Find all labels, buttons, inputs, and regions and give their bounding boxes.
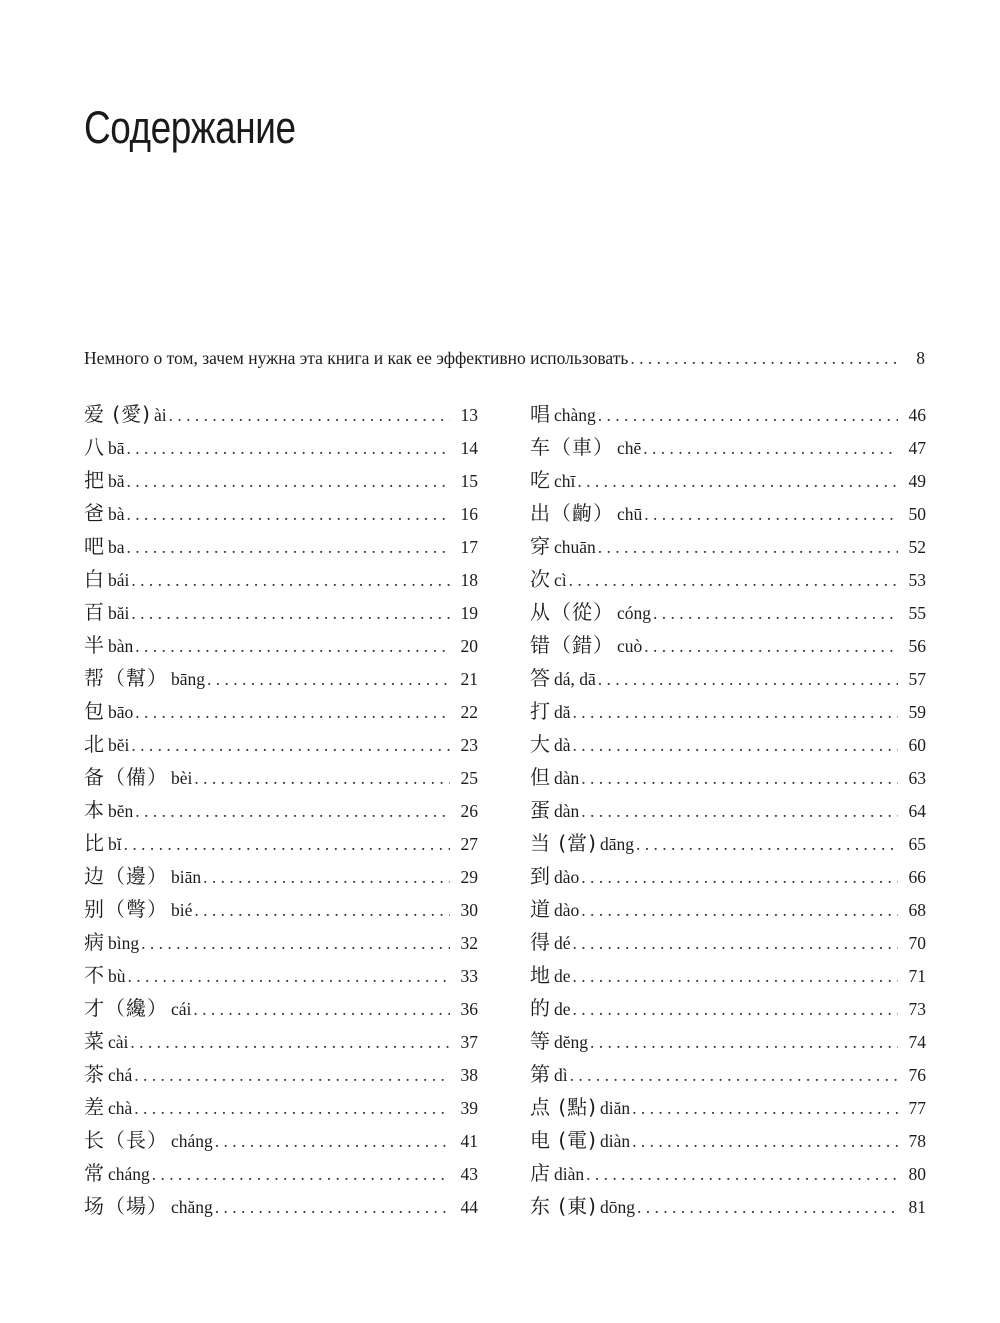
toc-page-number: 44 [460, 1197, 478, 1217]
dot-leader [570, 1059, 898, 1092]
toc-entry-hanzi: 半 [84, 633, 105, 657]
toc-entry[interactable] [84, 497, 478, 530]
toc-entry-pinyin: bĕn [108, 801, 134, 821]
toc-page-number: 33 [460, 966, 478, 986]
toc-entry-hanzi: 爸 [84, 501, 105, 525]
dot-leader [632, 1092, 898, 1125]
toc-entry[interactable] [84, 695, 478, 728]
dot-leader [636, 828, 898, 861]
toc-entry[interactable] [530, 431, 926, 464]
toc-entry-pinyin: bù [108, 966, 126, 986]
toc-entry-pinyin: cháng [171, 1131, 213, 1151]
toc-page-number: 77 [908, 1098, 926, 1118]
toc-page-number: 8 [916, 348, 925, 368]
dot-leader [581, 795, 898, 828]
toc-page-number: 73 [908, 999, 926, 1019]
toc-entry-pinyin: bă [108, 471, 125, 491]
toc-entry[interactable] [530, 794, 926, 827]
dot-leader [215, 1191, 450, 1224]
toc-page-number: 81 [908, 1197, 926, 1217]
toc-page-number: 30 [460, 900, 478, 920]
toc-entry[interactable] [84, 827, 478, 860]
toc-entry-pinyin: dă [554, 702, 571, 722]
toc-page-number: 60 [908, 735, 926, 755]
toc-entry-hanzi: 八 [84, 435, 105, 459]
toc-entry[interactable] [530, 827, 926, 860]
toc-entry-hanzi: 病 [84, 930, 105, 954]
toc-page-number: 14 [460, 438, 478, 458]
toc-entry-hanzi: 菜 [84, 1029, 105, 1053]
dot-leader [131, 564, 450, 597]
toc-entry-pinyin: dào [554, 900, 580, 920]
toc-entry[interactable] [84, 1025, 478, 1058]
toc-entry[interactable] [84, 1091, 478, 1124]
toc-entry-hanzi: 包 [84, 699, 105, 723]
toc-entry[interactable] [530, 563, 926, 596]
toc-entry-hanzi: 差 [84, 1095, 105, 1119]
toc-page-number: 20 [460, 636, 478, 656]
toc-page-number: 53 [908, 570, 926, 590]
toc-page-number: 37 [460, 1032, 478, 1052]
dot-leader [590, 1026, 898, 1059]
toc-page-number: 27 [460, 834, 478, 854]
toc-entry-hanzi: 的 [530, 996, 551, 1020]
toc-entry[interactable] [530, 398, 926, 431]
toc-entry[interactable] [530, 926, 926, 959]
toc-entry-pinyin: cái [171, 999, 192, 1019]
dot-leader [135, 795, 450, 828]
toc-entry-hanzi: 打 [530, 699, 551, 723]
toc-entry[interactable] [530, 992, 926, 1025]
dot-leader [131, 729, 450, 762]
dot-leader [193, 993, 450, 1026]
toc-entry-pinyin: de [554, 999, 571, 1019]
toc-entry-hanzi: 等 [530, 1029, 551, 1053]
dot-leader [573, 993, 898, 1026]
dot-leader [581, 762, 898, 795]
toc-entry-hanzi: 店 [530, 1161, 551, 1185]
toc-page-number: 68 [908, 900, 926, 920]
toc-entry-pinyin: ba [108, 537, 125, 557]
toc-entry-hanzi: 边（邊） [84, 864, 168, 888]
toc-entry-hanzi: 吃 [530, 468, 551, 492]
toc-left-column [84, 398, 478, 1223]
toc-entry-pinyin: chē [617, 438, 642, 458]
toc-entry-pinyin: cuò [617, 636, 643, 656]
toc-entry[interactable] [530, 629, 926, 662]
toc-page-number: 23 [460, 735, 478, 755]
toc-intro-entry[interactable] [84, 343, 925, 373]
toc-page-number: 32 [460, 933, 478, 953]
dot-leader [630, 343, 897, 373]
toc-page-number: 64 [908, 801, 926, 821]
toc-page-number: 36 [460, 999, 478, 1019]
toc-entry[interactable] [530, 662, 926, 695]
dot-leader [644, 630, 898, 663]
toc-entry-pinyin: bié [171, 900, 193, 920]
toc-entry-hanzi: 常 [84, 1161, 105, 1185]
toc-entry[interactable] [84, 662, 478, 695]
toc-entry-pinyin: bái [108, 570, 130, 590]
toc-entry[interactable] [84, 794, 478, 827]
toc-entry[interactable] [530, 860, 926, 893]
toc-entry-pinyin: diăn [599, 1098, 631, 1118]
toc-page-number: 56 [908, 636, 926, 656]
toc-entry-hanzi: 蛋 [530, 798, 551, 822]
dot-leader [127, 498, 450, 531]
toc-entry-hanzi: 本 [84, 798, 105, 822]
toc-page-number: 65 [908, 834, 926, 854]
toc-entry-hanzi: 到 [530, 864, 551, 888]
toc-entry[interactable] [84, 530, 478, 563]
toc-entry-pinyin: bà [108, 504, 125, 524]
toc-entry-pinyin: cì [554, 570, 567, 590]
toc-entry-hanzi: 得 [530, 930, 551, 954]
dot-leader [203, 861, 450, 894]
toc-entry[interactable] [530, 959, 926, 992]
toc-entry-hanzi: 东 (東) [530, 1194, 597, 1218]
toc-page-number: 70 [908, 933, 926, 953]
toc-page-number: 76 [908, 1065, 926, 1085]
toc-entry-hanzi: 唱 [530, 402, 551, 426]
toc-page-number: 43 [460, 1164, 478, 1184]
toc-entry[interactable] [84, 464, 478, 497]
toc-entry-hanzi: 大 [530, 732, 551, 756]
toc-entry-pinyin: cháng [108, 1164, 150, 1184]
toc-entry-pinyin: chàng [554, 405, 596, 425]
toc-entry-pinyin: cóng [617, 603, 652, 623]
dot-leader [637, 1191, 898, 1224]
dot-leader [643, 432, 898, 465]
toc-entry-hanzi: 吧 [84, 534, 105, 558]
toc-page-number: 52 [908, 537, 926, 557]
toc-page-number: 57 [908, 669, 926, 689]
dot-leader [124, 828, 450, 861]
dot-leader [632, 1125, 898, 1158]
toc-entry[interactable] [84, 860, 478, 893]
toc-entry-pinyin: chī [554, 471, 576, 491]
toc-entry-hanzi: 穿 [530, 534, 551, 558]
toc-entry[interactable] [530, 1190, 926, 1223]
toc-entry[interactable] [84, 761, 478, 794]
toc-page-number: 26 [460, 801, 478, 821]
toc-page-number: 66 [908, 867, 926, 887]
toc-entry-pinyin: bĭ [108, 834, 122, 854]
toc-entry-pinyin: bā [108, 438, 125, 458]
toc-entry-hanzi: 帮（幫） [84, 666, 168, 690]
toc-entry[interactable] [530, 1025, 926, 1058]
toc-entry[interactable] [530, 761, 926, 794]
toc-entry-pinyin: dĕng [554, 1032, 589, 1052]
dot-leader [127, 531, 450, 564]
toc-entry-hanzi: 道 [530, 897, 551, 921]
toc-entry[interactable] [84, 629, 478, 662]
toc-page-number: 63 [908, 768, 926, 788]
toc-entry[interactable] [84, 959, 478, 992]
toc-entry-pinyin: dào [554, 867, 580, 887]
toc-entry-pinyin: dàn [554, 768, 580, 788]
toc-page-number: 21 [460, 669, 478, 689]
page-title: Содержание [84, 102, 296, 153]
toc-entry-pinyin: bĕi [108, 735, 130, 755]
toc-page-number: 80 [908, 1164, 926, 1184]
dot-leader [128, 960, 451, 993]
dot-leader [194, 894, 450, 927]
toc-entry-pinyin: de [554, 966, 571, 986]
toc-entry-pinyin: dāng [599, 834, 634, 854]
toc-entry-hanzi: 答 [530, 666, 551, 690]
toc-entry-hanzi: 长（長） [84, 1128, 168, 1152]
dot-leader [194, 762, 450, 795]
toc-entry-hanzi: 错（錯） [530, 633, 614, 657]
toc-page-number: 18 [460, 570, 478, 590]
toc-page-number: 17 [460, 537, 478, 557]
toc-entry-pinyin: bāo [108, 702, 134, 722]
toc-entry-hanzi: 把 [84, 468, 105, 492]
toc-entry-pinyin: chuān [554, 537, 596, 557]
toc-entry[interactable] [84, 1124, 478, 1157]
dot-leader [573, 960, 898, 993]
dot-leader [127, 465, 450, 498]
toc-page-number: 71 [908, 966, 926, 986]
toc-page-number: 50 [908, 504, 926, 524]
toc-entry-pinyin: dé [554, 933, 571, 953]
dot-leader [141, 927, 450, 960]
toc-entry-pinyin: cài [108, 1032, 129, 1052]
dot-leader [586, 1158, 898, 1191]
dot-leader [577, 465, 898, 498]
toc-page-number: 29 [460, 867, 478, 887]
toc-entry-hanzi: 白 [84, 567, 105, 591]
toc-entry-hanzi: 北 [84, 732, 105, 756]
toc-entry-hanzi: 出（齣） [530, 501, 614, 525]
dot-leader [135, 696, 450, 729]
toc-entry-pinyin: bìng [108, 933, 140, 953]
dot-leader [581, 861, 898, 894]
toc-entry-hanzi: 但 [530, 765, 551, 789]
toc-page-number: 19 [460, 603, 478, 623]
toc-page-number: 22 [460, 702, 478, 722]
toc-entry-hanzi: 从（從） [530, 600, 614, 624]
toc-entry-hanzi: 次 [530, 567, 551, 591]
toc-page-number: 74 [908, 1032, 926, 1052]
toc-entry-pinyin: chà [108, 1098, 133, 1118]
toc-entry-hanzi: 百 [84, 600, 105, 624]
toc-entry-hanzi: 茶 [84, 1062, 105, 1086]
toc-entry[interactable] [530, 530, 926, 563]
toc-entry[interactable] [530, 893, 926, 926]
toc-entry[interactable] [530, 596, 926, 629]
toc-entry-hanzi: 第 [530, 1062, 551, 1086]
dot-leader [573, 729, 898, 762]
toc-entry-pinyin: dì [554, 1065, 568, 1085]
toc-entry[interactable] [530, 695, 926, 728]
toc-page-number: 59 [908, 702, 926, 722]
toc-entry-hanzi: 点 (點) [530, 1095, 597, 1119]
toc-page-number: 15 [460, 471, 478, 491]
dot-leader [207, 663, 450, 696]
toc-page-number: 16 [460, 504, 478, 524]
dot-leader [653, 597, 898, 630]
toc-entry-pinyin: ài [153, 405, 167, 425]
toc-page-number: 39 [460, 1098, 478, 1118]
toc-entry[interactable] [530, 1124, 926, 1157]
toc-entry-hanzi: 爱 (愛) [84, 402, 151, 426]
toc-entry-hanzi: 备（備） [84, 765, 168, 789]
toc-page-number: 78 [908, 1131, 926, 1151]
dot-leader [131, 597, 450, 630]
dot-leader [573, 927, 898, 960]
toc-entry-pinyin: chăng [171, 1197, 213, 1217]
toc-right-column [530, 398, 926, 1223]
toc-page-number: 47 [908, 438, 926, 458]
toc-entry-hanzi: 场（場） [84, 1194, 168, 1218]
toc-page-number: 13 [460, 405, 478, 425]
dot-leader [598, 399, 898, 432]
toc-entry-pinyin: dà [554, 735, 571, 755]
toc-entry[interactable] [84, 1190, 478, 1223]
toc-entry-pinyin: dōng [599, 1197, 635, 1217]
toc-page-number: 41 [460, 1131, 478, 1151]
toc-entry-pinyin: băi [108, 603, 130, 623]
toc-entry-hanzi: 比 [84, 831, 105, 855]
toc-entry-hanzi: 当 (當) [530, 831, 597, 855]
toc-entry[interactable] [530, 728, 926, 761]
toc-intro-title: Немного о том, зачем нужна эта книга и как ее эффективно использовать [84, 348, 629, 368]
toc-entry-pinyin: chū [617, 504, 643, 524]
toc-entry-pinyin: biān [171, 867, 202, 887]
dot-leader [215, 1125, 450, 1158]
toc-page-number: 38 [460, 1065, 478, 1085]
toc-entry[interactable] [530, 1058, 926, 1091]
dot-leader [598, 663, 898, 696]
toc-entry-hanzi: 车（車） [530, 435, 614, 459]
toc-entry[interactable] [84, 893, 478, 926]
toc-entry[interactable] [530, 1157, 926, 1190]
toc-entry[interactable] [84, 563, 478, 596]
toc-entry[interactable] [530, 497, 926, 530]
toc-entry[interactable] [84, 1157, 478, 1190]
toc-page-number: 46 [908, 405, 926, 425]
toc-entry-hanzi: 别（彆） [84, 897, 168, 921]
toc-entry-pinyin: diàn [554, 1164, 585, 1184]
dot-leader [573, 696, 898, 729]
toc-entry[interactable] [84, 596, 478, 629]
dot-leader [581, 894, 898, 927]
dot-leader [569, 564, 898, 597]
toc-entry-hanzi: 不 [84, 963, 105, 987]
toc-page-number: 55 [908, 603, 926, 623]
toc-entry[interactable] [84, 926, 478, 959]
dot-leader [152, 1158, 450, 1191]
dot-leader [598, 531, 898, 564]
toc-entry-pinyin: bāng [171, 669, 206, 689]
toc-entry-pinyin: dá, dā [554, 669, 596, 689]
toc-entry[interactable] [530, 1091, 926, 1124]
toc-entry-pinyin: bèi [171, 768, 193, 788]
dot-leader [134, 1059, 450, 1092]
toc-entry-hanzi: 地 [530, 963, 551, 987]
toc-entry[interactable] [530, 464, 926, 497]
toc-entry-pinyin: dàn [554, 801, 580, 821]
toc-entry-pinyin: diàn [599, 1131, 631, 1151]
toc-page-number: 49 [908, 471, 926, 491]
toc-entry-pinyin: bàn [108, 636, 134, 656]
toc-entry[interactable] [84, 728, 478, 761]
dot-leader [130, 1026, 450, 1059]
toc-entry-pinyin: chá [108, 1065, 133, 1085]
toc-entry[interactable] [84, 1058, 478, 1091]
dot-leader [134, 1092, 450, 1125]
toc-entry-hanzi: 电 (電) [530, 1128, 597, 1152]
toc-page-number: 25 [460, 768, 478, 788]
toc-entry[interactable] [84, 992, 478, 1025]
toc-entry[interactable] [84, 398, 478, 431]
dot-leader [169, 399, 450, 432]
toc-entry-hanzi: 才（纔） [84, 996, 168, 1020]
toc-entry[interactable] [84, 431, 478, 464]
dot-leader [127, 432, 450, 465]
dot-leader [135, 630, 450, 663]
dot-leader [644, 498, 898, 531]
